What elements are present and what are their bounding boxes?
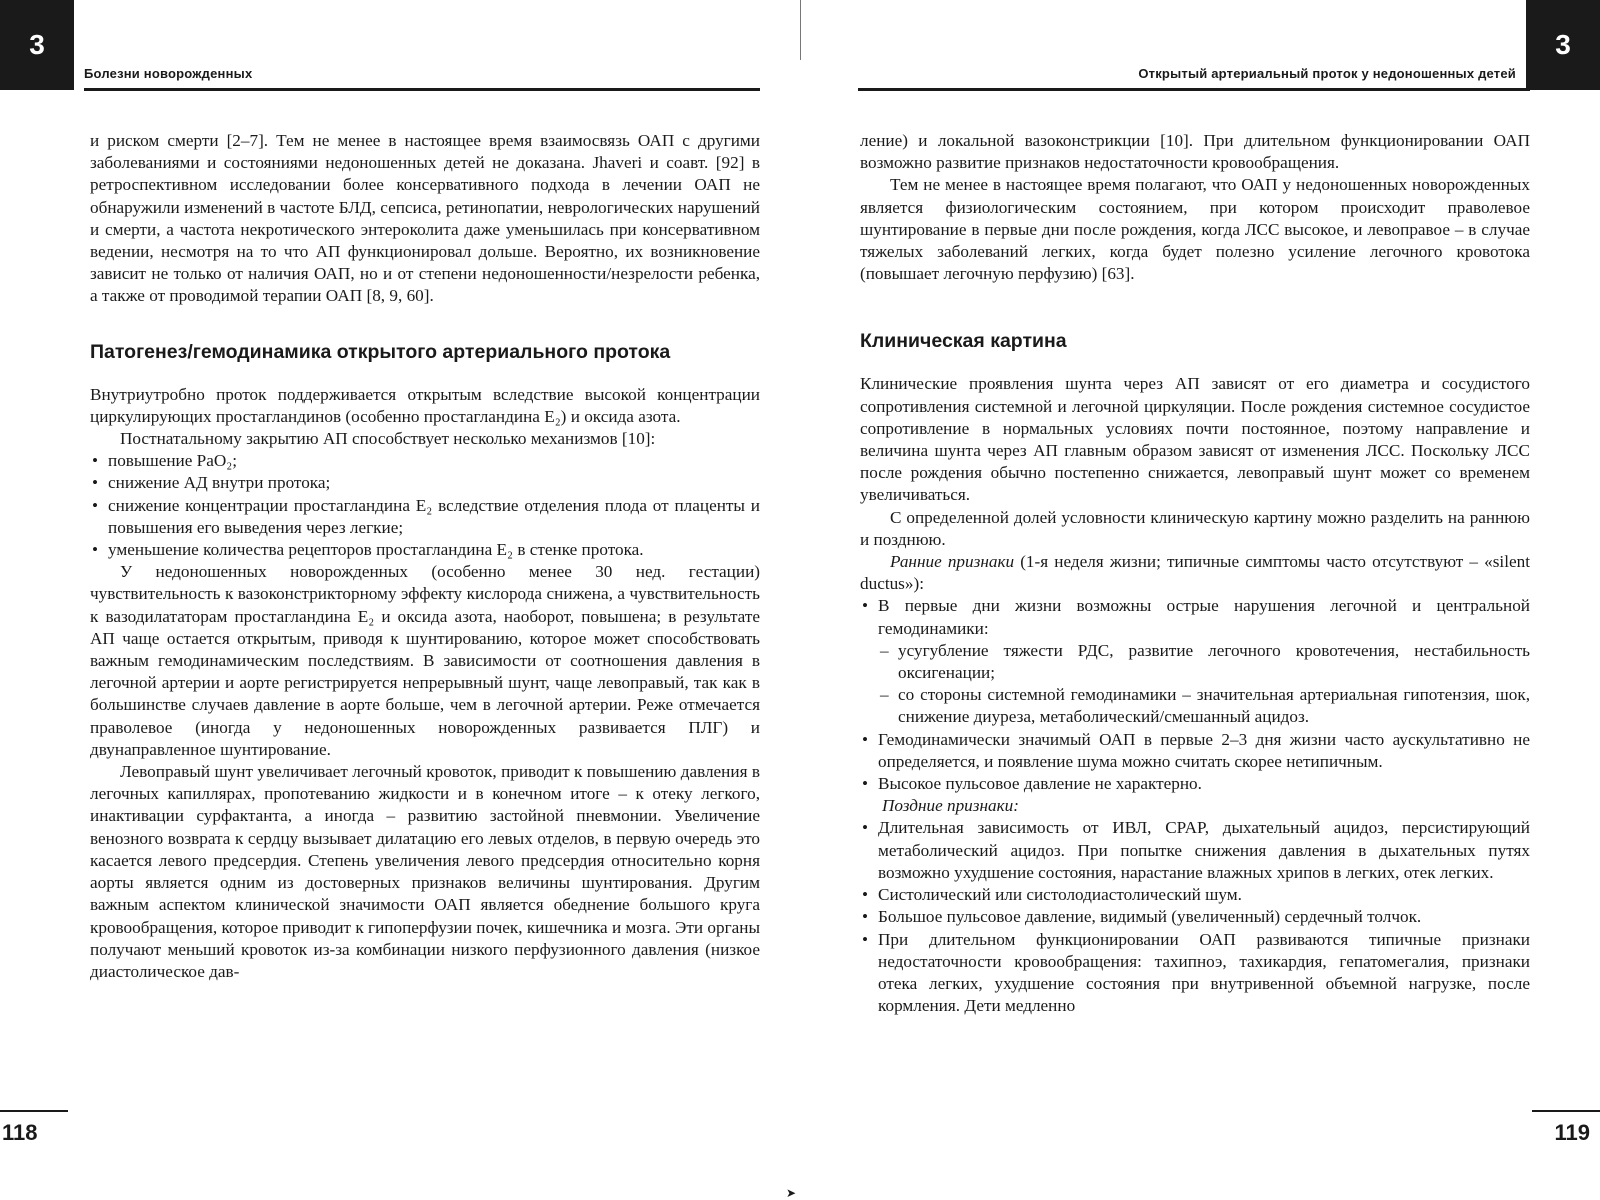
paragraph: С определенной долей условности клиническую картину можно разделить на раннюю и позднюю. (860, 507, 1530, 549)
right-text-block (860, 130, 1530, 1017)
page-number: 119 (1554, 1120, 1590, 1145)
early-signs-label: Ранние признаки (890, 552, 1015, 572)
list-item: • повышение PaO₂; (90, 450, 760, 472)
list-item: • Систолический или систолодиастолический шум. (860, 884, 1530, 906)
header-rule (84, 88, 760, 91)
list-item: • Высокое пульсовое давление не характерно. (860, 773, 1530, 795)
arrow-icon: ➤ (786, 1186, 797, 1200)
paragraph: Внутриутробно проток поддерживается открытым вследствие высокой концентрации циркулирующих простагландинов (особенно простагландина E₂) и оксида азота. (90, 384, 760, 426)
running-head: Болезни новорожденных (84, 66, 253, 81)
list-item: • снижение концентрации простагландина E₂ вследствие отделения плода от плаценты и повышения его выведения через легкие; (90, 495, 760, 539)
section-heading: Клиническая картина (860, 330, 1067, 353)
early-signs-text: (1-я неделя жизни; типичные симптомы часто отсутствуют – «silent ductus»): (860, 552, 1530, 594)
list-item: – усугубление тяжести РДС, развитие легочного кровотечения, нестабильность оксигенации; (878, 640, 1530, 684)
intro-paragraph: и риском смерти [2–7]. Тем не менее в настоящее время взаимосвязь ОАП с другими заболеваниями и состояниями недоношенных детей не доказана. Jhaveri и соавт. [92] в ретроспективном исследовании более консервативного подхода в лечении ОАП не обнаружили изменений в частоте БЛД, сепсиса, ретинопатии, неврологических нарушений и смерти, а частота некротического энтероколита даже уменьшилась при консервативном ведении, несмотря на то что АП функционировал дольше. Вероятно, их возникновение зависит не только от наличия ОАП, но и от степени недоношенности/незрелости ребенка, а также от проводимой терапии ОАП [8, 9, 60]. (90, 131, 760, 306)
bullet-list (90, 450, 760, 561)
paragraph: Постнатальному закрытию АП способствует несколько механизмов [10]: (120, 429, 656, 449)
paragraph (860, 551, 1530, 595)
running-head: Открытый артериальный проток у недоношенных детей (1138, 66, 1516, 81)
right-page (800, 0, 1600, 1200)
paragraph: Клинические проявления шунта через АП зависят от его диаметра и сосудистого сопротивления системной и легочной циркуляции. После рождения системное сосудистое сопротивление в нормальных условиях почти постоянное, поэтому направление и величина шунта через АП главным образом зависят от изменения ЛСС. Поскольку ЛСС после рождения обычно постепенно снижается, левоправый шунт может со временем увеличиваться. (860, 374, 1530, 505)
list-item: • уменьшение количества рецепторов простагландина E₂ в стенке протока. (90, 539, 760, 561)
list-item: • Длительная зависимость от ИВЛ, CPAP, дыхательный ацидоз, персистирующий метаболический ацидоз. При попытке снижения давления в дыхательных путях возможно ухудшение состояния, нарастание влажных хрипов в легких, отек легких. (860, 817, 1530, 884)
list-item: • Гемодинамически значимый ОАП в первые 2–3 дня жизни часто аускультативно не определяется, и появление шума можно считать скорее нетипичным. (860, 729, 1530, 773)
section-heading: Патогенез/гемодинамика открытого артериального протока (90, 340, 671, 363)
header-rule (858, 88, 1530, 91)
chapter-number-box: 3 (1526, 0, 1600, 90)
paragraph: ление) и локальной вазоконстрикции [10]. При длительном функционировании ОАП возможно развитие признаков недостаточности кровообращения. (860, 131, 1530, 173)
list-item: • Большое пульсовое давление, видимый (увеличенный) сердечный толчок. (860, 906, 1530, 928)
bullet-list (860, 595, 1530, 795)
dash-list (878, 640, 1530, 729)
page-number: 118 (2, 1120, 38, 1145)
left-text-block (90, 130, 760, 983)
footer-rule (1532, 1110, 1600, 1112)
late-signs-label: Поздние признаки: (882, 796, 1019, 816)
list-item: • При длительном функционировании ОАП развиваются типичные признаки недостаточности кровообращения: тахипноэ, тахикардия, гепатомегалия, признаки отека легких, ухудшение состояния при внутривенной объемной нагрузке, после кормления. Дети медленно (860, 929, 1530, 1018)
list-item-text: В первые дни жизни возможны острые нарушения легочной и центральной гемодинамики: (878, 596, 1530, 638)
list-item (860, 595, 1530, 728)
footer-rule (0, 1110, 68, 1112)
chapter-number-box: 3 (0, 0, 74, 90)
paragraph: Тем не менее в настоящее время полагают, что ОАП у недоношенных новорожденных является физиологическим состоянием, при котором происходит праволевое шунтирование в первые дни после рождения, когда ЛСС высокое, и левоправое – в случае тяжелых заболеваний легких, когда будет полезно усиление легочного кровотока (повышает легочную перфузию) [63]. (860, 175, 1530, 284)
bullet-list (860, 817, 1530, 1017)
paragraph: Левоправый шунт увеличивает легочный кровоток, приводит к повышению давления в легочных капиллярах, пропотеванию жидкости и в конечном итоге – к отеку легкого, инактивации сурфактанта, а иногда – развитию застойной пневмонии. Увеличение венозного возврата к сердцу вызывает дилатацию его левых отделов, в первую очередь это касается левого предсердия. Степень увеличения левого предсердия относительно корня аорты является одним из достоверных признаков величины шунтирования. Другим важным аспектом клинической значимости ОАП является обеднение большого круга кровообращения, которое приводит к гипоперфузии почек, кишечника и мозга. Эти органы получают меньший кровоток из-за комбинации низкого перфузионного давления (низкое диастолическое дав- (90, 762, 760, 981)
paragraph: У недоношенных новорожденных (особенно менее 30 нед. гестации) чувствительность к вазоконстрикторному эффекту кислорода снижена, а чувствительность к вазодилататорам простагландина E₂ и оксида азота, наоборот, повышена; в результате АП чаще остается открытым, приводя к шунтированию, которое может способствовать важным гемодинамическим последствиям. В зависимости от соотношения давления в легочной артерии и аорте регистрируется непрерывный шунт, чаще левоправый, так как в большинстве случаев давление в аорте больше, чем в легочной артерии. Реже отмечается праволевое (иногда у недоношенных новорожденных развивается ПЛГ) и двунаправленное шунтирование. (90, 562, 760, 759)
list-item: • снижение АД внутри протока; (90, 472, 760, 494)
list-item: – со стороны системной гемодинамики – значительная артериальная гипотензия, шок, снижение диуреза, метаболический/смешанный ацидоз. (878, 684, 1530, 728)
